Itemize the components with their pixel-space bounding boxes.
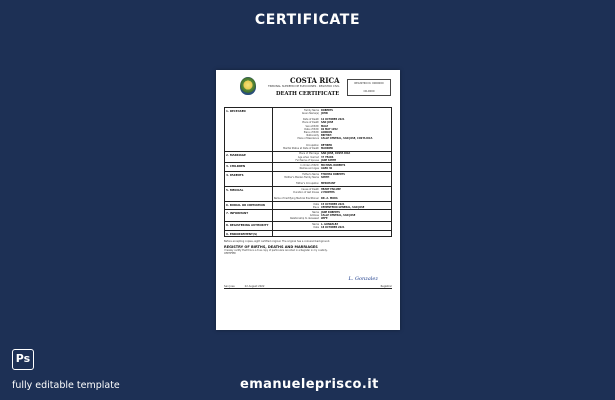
field-value: THOMAS ROBERTS	[321, 172, 345, 176]
field-value: SAN JOSE, COSTA RICA	[321, 152, 351, 156]
field-label: Cause of Death	[301, 187, 319, 191]
certificate-section	[224, 187, 392, 202]
field-value: MARRIED	[321, 146, 333, 150]
certificate-section	[224, 152, 392, 164]
template-label: fully editable template	[12, 380, 120, 391]
field-value: 15 OCTOBER 2021	[321, 202, 345, 206]
field-value: JOHN	[321, 111, 328, 115]
field-line	[273, 206, 391, 209]
section-title: 7. INFORMANT	[225, 210, 273, 221]
section-title: 2. MARRIAGE	[225, 152, 273, 163]
field-label: Address	[309, 214, 319, 218]
section-body	[273, 222, 391, 230]
registry-certified: CERTIFIED	[224, 251, 236, 255]
section-row	[225, 202, 391, 210]
section-title: 6. BURIAL OR CREMATION	[225, 202, 273, 210]
section-row	[225, 187, 391, 201]
section-title: 9. ENDORSEMENT(S)	[225, 231, 273, 236]
section-title: 4. PARENTS	[225, 172, 273, 186]
field-label: Name of Certifying Medical Practitioner	[273, 197, 319, 201]
registrar-title: Registrar	[380, 285, 392, 288]
field-label: In Order of Birth	[300, 164, 319, 168]
field-value: JANE ROBERTS	[321, 211, 340, 215]
field-value: MERCHANT	[321, 182, 336, 186]
field-label: Date	[313, 202, 319, 206]
field-line	[273, 197, 391, 200]
coat-of-arms-icon	[240, 77, 256, 95]
certificate-section	[224, 210, 392, 222]
field-line	[273, 182, 391, 185]
issue-details	[224, 285, 392, 288]
field-label: Place of Marriage	[299, 152, 319, 156]
certificate-sections	[224, 107, 392, 237]
issue-date: 22 August 2022	[244, 285, 265, 288]
section-body	[273, 202, 391, 210]
stamp-line: REGISTRO N. 0000000	[354, 82, 384, 85]
field-label: Date of Death	[302, 118, 319, 122]
section-row	[225, 231, 391, 236]
certificate-document	[216, 70, 400, 330]
field-label: Marital Status at Date of Death	[283, 146, 319, 150]
field-line	[273, 217, 391, 220]
field-label: Mother's Maiden Family Name	[284, 175, 319, 179]
field-line	[273, 167, 391, 170]
section-row	[225, 163, 391, 171]
photoshop-icon: Ps	[12, 349, 34, 370]
registry-statement: I hereby certify that this is a true copy of particulars recorded in a Register in my custody.	[224, 248, 328, 252]
field-value: CALLE CENTRAL, SAN JOSE, COSTA RICA	[321, 137, 373, 141]
section-row	[225, 108, 391, 151]
certificate-section	[224, 107, 392, 152]
section-body	[273, 172, 391, 186]
field-label: Place of Residence	[297, 137, 319, 141]
field-label: Name	[312, 222, 319, 226]
field-value: JANE SMITH	[321, 158, 337, 162]
field-label: Date of Birth	[304, 127, 319, 131]
field-label: Given Name(s)	[301, 111, 319, 115]
field-label: Age when married	[297, 155, 319, 159]
field-value: HEART FAILURE	[321, 187, 341, 191]
field-value: DR. A. MORA	[321, 197, 338, 201]
section-body	[273, 210, 391, 221]
field-value: 18 OCTOBER 2021	[321, 226, 345, 229]
section-body	[273, 163, 391, 171]
section-row	[225, 222, 391, 230]
issue-place: San Jose	[224, 285, 235, 288]
field-value: SAN JOSE	[321, 121, 334, 125]
section-body	[273, 231, 391, 236]
certificate-section	[224, 202, 392, 211]
section-body	[273, 152, 391, 163]
section-title: 3. CHILDREN	[225, 163, 273, 171]
field-value: RETIRED	[321, 143, 333, 147]
field-label: Place	[312, 205, 319, 209]
footer-divider	[224, 288, 392, 289]
field-line	[273, 226, 391, 229]
field-line	[273, 159, 391, 162]
field-label: Full Name of Spouse	[295, 158, 319, 162]
certificate-section	[224, 222, 392, 231]
field-value: 37 YEARS	[321, 155, 334, 159]
certificate-agency: TRIBUNAL SUPREMO DE ELECCIONES · REGISTRO CIVIL	[268, 85, 340, 88]
field-value: CALLE CENTRAL, SAN JOSE	[321, 214, 356, 218]
registry-title: REGISTRY OF BIRTHS, DEATHS AND MARRIAGES	[224, 244, 318, 249]
section-title: 5. MEDICAL	[225, 187, 273, 201]
field-label: Occupation	[305, 143, 319, 147]
section-row	[225, 172, 391, 186]
certification-note: Before accepting copies, sight certified original. The original has a coloured background.	[224, 239, 331, 243]
registration-stamp-box	[347, 79, 391, 96]
field-value: CEMENTERIO GENERAL, SAN JOSE	[321, 205, 365, 209]
section-body	[273, 108, 391, 151]
field-label: Relationship to deceased	[290, 217, 319, 221]
field-value: MALE	[321, 124, 329, 128]
field-value: SMITH	[321, 175, 330, 179]
certificate-section	[224, 231, 392, 237]
field-label: Names and Ages	[299, 167, 319, 171]
field-line	[273, 231, 391, 234]
field-value: AGED 30	[321, 167, 333, 171]
field-label: Sex at Birth	[305, 124, 319, 128]
field-label: Place of Death	[302, 121, 319, 125]
stamp-line: CR-0000	[363, 90, 375, 93]
registrar-signature: L. Gonzalez	[348, 276, 378, 282]
brand-website[interactable]: emanueleprisco.it	[240, 377, 379, 392]
field-value: L. GONZALEZ	[321, 222, 339, 226]
section-row	[225, 210, 391, 221]
field-value: LONDON	[321, 131, 333, 134]
field-label: Date	[313, 226, 319, 229]
field-label: Family Name	[304, 108, 319, 112]
field-value: WIFE	[321, 217, 328, 221]
certificate-section	[224, 172, 392, 187]
section-title: 8. REGISTERING AUTHORITY	[225, 222, 273, 230]
field-value: MICHAEL ROBERTS	[321, 164, 346, 168]
certificate-header	[224, 75, 392, 101]
section-title: 1. DECEASED	[225, 108, 273, 151]
field-label: Father's Occupation	[296, 182, 319, 186]
field-label: Place of Birth	[303, 131, 319, 134]
field-line	[273, 147, 391, 150]
field-value: 12 OCTOBER 2021	[321, 118, 345, 122]
field-label: Nationality	[306, 134, 319, 138]
field-label: Father's Name	[302, 172, 319, 176]
field-value: 2 MONTHS	[321, 190, 335, 194]
certificate-section	[224, 163, 392, 172]
certificate-title: DEATH CERTIFICATE	[276, 91, 340, 97]
field-value: 02 MAY 1952	[321, 127, 338, 131]
section-row	[225, 152, 391, 163]
section-body	[273, 187, 391, 201]
field-value: BRITISH	[321, 134, 332, 138]
page-title: CERTIFICATE	[254, 12, 361, 28]
field-value: ROBERTS	[321, 108, 333, 112]
field-label: Duration of last illness	[293, 190, 319, 194]
field-label: Name	[312, 211, 319, 215]
certificate-country: COSTA RICA	[290, 76, 340, 85]
